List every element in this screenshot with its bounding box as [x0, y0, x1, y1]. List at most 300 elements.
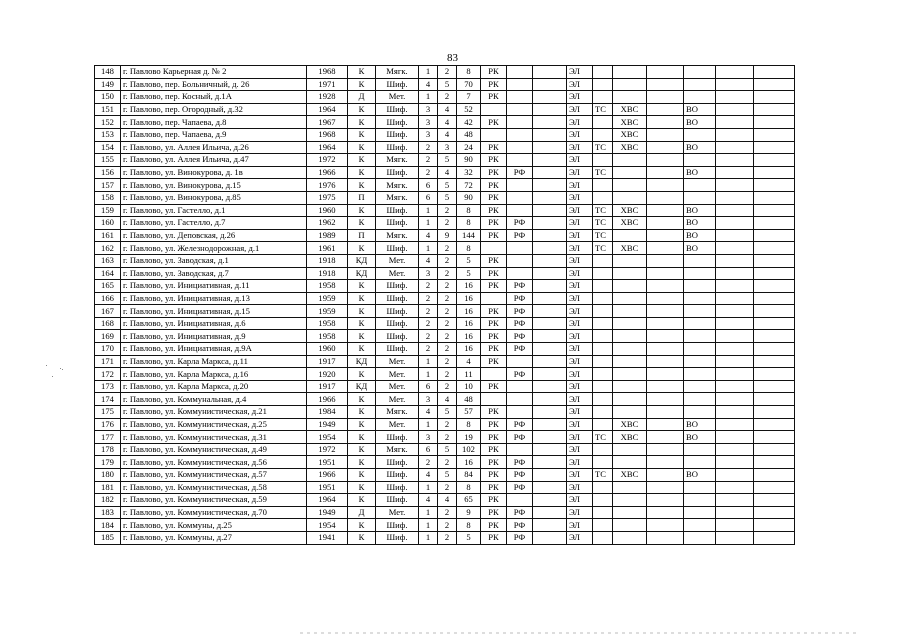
apartments-cell: 10 [457, 380, 481, 393]
utility-el-cell: ЭЛ [567, 418, 593, 431]
table-row [95, 393, 795, 406]
roof-type-cell: Мет. [376, 355, 419, 368]
utility-hvs-cell: ХВС [613, 103, 647, 116]
utility-rf-cell: РФ [507, 280, 533, 293]
apartments-cell: 72 [457, 179, 481, 192]
apartments-cell: 5 [457, 254, 481, 267]
apartments-cell: 16 [457, 292, 481, 305]
utility-rf-cell [507, 494, 533, 507]
utility-rk-cell: РК [481, 418, 507, 431]
utility-hvs-cell [613, 519, 647, 532]
utility-blank-2-cell [647, 229, 684, 242]
utility-blank-3-cell [716, 128, 754, 141]
utility-rk-cell: РК [481, 280, 507, 293]
wall-material-cell: К [348, 343, 376, 356]
utility-rf-cell [507, 380, 533, 393]
utility-blank-4-cell [754, 217, 795, 230]
utility-hvs-cell [613, 317, 647, 330]
utility-blank-1-cell [533, 103, 567, 116]
year-built-cell: 1949 [307, 506, 348, 519]
apartments-cell: 5 [457, 531, 481, 544]
utility-blank-2-cell [647, 317, 684, 330]
floors-cell: 6 [419, 179, 438, 192]
year-built-cell: 1928 [307, 91, 348, 104]
roof-type-cell: Шиф. [376, 481, 419, 494]
utility-ts-cell: ТС [593, 217, 613, 230]
utility-ts-cell [593, 481, 613, 494]
utility-ts-cell [593, 494, 613, 507]
table-row [95, 166, 795, 179]
floors-cell: 1 [419, 519, 438, 532]
utility-vo-cell: ВО [684, 103, 716, 116]
utility-hvs-cell [613, 393, 647, 406]
utility-blank-1-cell [533, 217, 567, 230]
wall-material-cell: К [348, 317, 376, 330]
utility-rf-cell: РФ [507, 229, 533, 242]
roof-type-cell: Шиф. [376, 280, 419, 293]
utility-blank-3-cell [716, 217, 754, 230]
year-built-cell: 1967 [307, 116, 348, 129]
utility-blank-4-cell [754, 531, 795, 544]
entrances-cell: 2 [438, 305, 457, 318]
table-row [95, 141, 795, 154]
utility-blank-2-cell [647, 355, 684, 368]
utility-ts-cell [593, 128, 613, 141]
utility-vo-cell [684, 380, 716, 393]
utility-blank-2-cell [647, 179, 684, 192]
utility-vo-cell: ВО [684, 469, 716, 482]
utility-blank-3-cell [716, 519, 754, 532]
utility-blank-1-cell [533, 191, 567, 204]
utility-ts-cell [593, 330, 613, 343]
row-number-cell: 158 [95, 191, 121, 204]
apartments-cell: 9 [457, 506, 481, 519]
entrances-cell: 2 [438, 66, 457, 79]
entrances-cell: 2 [438, 418, 457, 431]
utility-hvs-cell [613, 380, 647, 393]
utility-rk-cell: РК [481, 229, 507, 242]
utility-el-cell: ЭЛ [567, 494, 593, 507]
wall-material-cell: КД [348, 380, 376, 393]
utility-blank-1-cell [533, 519, 567, 532]
floors-cell: 1 [419, 418, 438, 431]
floors-cell: 1 [419, 217, 438, 230]
utility-ts-cell [593, 78, 613, 91]
utility-blank-1-cell [533, 368, 567, 381]
year-built-cell: 1958 [307, 280, 348, 293]
utility-blank-2-cell [647, 66, 684, 79]
utility-rf-cell: РФ [507, 519, 533, 532]
utility-rk-cell: РК [481, 116, 507, 129]
roof-type-cell: Шиф. [376, 330, 419, 343]
utility-rf-cell [507, 443, 533, 456]
utility-el-cell: ЭЛ [567, 368, 593, 381]
wall-material-cell: К [348, 519, 376, 532]
utility-blank-4-cell [754, 406, 795, 419]
utility-blank-4-cell [754, 481, 795, 494]
utility-blank-2-cell [647, 217, 684, 230]
roof-type-cell: Мягк. [376, 154, 419, 167]
utility-ts-cell [593, 393, 613, 406]
table-row [95, 154, 795, 167]
floors-cell: 4 [419, 494, 438, 507]
utility-vo-cell [684, 292, 716, 305]
utility-blank-3-cell [716, 317, 754, 330]
entrances-cell: 2 [438, 254, 457, 267]
utility-vo-cell [684, 66, 716, 79]
utility-el-cell: ЭЛ [567, 443, 593, 456]
utility-hvs-cell: ХВС [613, 418, 647, 431]
utility-blank-2-cell [647, 191, 684, 204]
utility-vo-cell [684, 443, 716, 456]
utility-blank-4-cell [754, 469, 795, 482]
roof-type-cell: Шиф. [376, 78, 419, 91]
utility-el-cell: ЭЛ [567, 179, 593, 192]
address-cell: г. Павлово, ул. Коммуны, д.25 [121, 519, 307, 532]
roof-type-cell: Шиф. [376, 494, 419, 507]
utility-hvs-cell [613, 406, 647, 419]
year-built-cell: 1917 [307, 355, 348, 368]
utility-hvs-cell: ХВС [613, 116, 647, 129]
utility-vo-cell [684, 481, 716, 494]
utility-hvs-cell [613, 66, 647, 79]
table-row [95, 280, 795, 293]
utility-rf-cell [507, 242, 533, 255]
year-built-cell: 1964 [307, 141, 348, 154]
utility-rf-cell [507, 91, 533, 104]
floors-cell: 3 [419, 267, 438, 280]
utility-rk-cell: РК [481, 267, 507, 280]
utility-ts-cell: ТС [593, 242, 613, 255]
utility-rk-cell: РК [481, 191, 507, 204]
utility-blank-4-cell [754, 254, 795, 267]
floors-cell: 2 [419, 343, 438, 356]
utility-vo-cell [684, 254, 716, 267]
year-built-cell: 1972 [307, 154, 348, 167]
address-cell: г. Павлово, пер. Больничный, д. 26 [121, 78, 307, 91]
entrances-cell: 2 [438, 355, 457, 368]
roof-type-cell: Мет. [376, 368, 419, 381]
roof-type-cell: Мет. [376, 380, 419, 393]
row-number-cell: 183 [95, 506, 121, 519]
entrances-cell: 5 [438, 469, 457, 482]
utility-ts-cell [593, 368, 613, 381]
address-cell: г. Павлово, пер. Косный, д.1А [121, 91, 307, 104]
utility-vo-cell: ВО [684, 217, 716, 230]
year-built-cell: 1959 [307, 292, 348, 305]
utility-el-cell: ЭЛ [567, 292, 593, 305]
year-built-cell: 1971 [307, 78, 348, 91]
utility-vo-cell [684, 406, 716, 419]
roof-type-cell: Мет. [376, 91, 419, 104]
utility-blank-2-cell [647, 418, 684, 431]
utility-rk-cell: РК [481, 456, 507, 469]
floors-cell: 2 [419, 166, 438, 179]
year-built-cell: 1984 [307, 406, 348, 419]
row-number-cell: 162 [95, 242, 121, 255]
table-row [95, 292, 795, 305]
roof-type-cell: Шиф. [376, 242, 419, 255]
wall-material-cell: К [348, 456, 376, 469]
utility-blank-1-cell [533, 78, 567, 91]
utility-blank-1-cell [533, 305, 567, 318]
address-cell: г. Павлово, ул. Карла Маркса, д.16 [121, 368, 307, 381]
utility-blank-4-cell [754, 368, 795, 381]
floors-cell: 4 [419, 78, 438, 91]
utility-el-cell: ЭЛ [567, 78, 593, 91]
utility-rf-cell: РФ [507, 292, 533, 305]
entrances-cell: 2 [438, 506, 457, 519]
utility-rk-cell: РК [481, 481, 507, 494]
floors-cell: 1 [419, 242, 438, 255]
utility-el-cell: ЭЛ [567, 393, 593, 406]
apartments-cell: 16 [457, 317, 481, 330]
utility-blank-2-cell [647, 166, 684, 179]
address-cell: г. Павлово, ул. Коммунистическая, д.31 [121, 431, 307, 444]
utility-el-cell: ЭЛ [567, 317, 593, 330]
utility-ts-cell: ТС [593, 431, 613, 444]
utility-blank-3-cell [716, 267, 754, 280]
roof-type-cell: Шиф. [376, 128, 419, 141]
utility-rk-cell: РК [481, 154, 507, 167]
utility-blank-2-cell [647, 519, 684, 532]
entrances-cell: 2 [438, 368, 457, 381]
floors-cell: 1 [419, 204, 438, 217]
utility-blank-4-cell [754, 128, 795, 141]
row-number-cell: 153 [95, 128, 121, 141]
apartments-cell: 8 [457, 481, 481, 494]
wall-material-cell: К [348, 66, 376, 79]
utility-vo-cell [684, 519, 716, 532]
row-number-cell: 160 [95, 217, 121, 230]
utility-ts-cell [593, 355, 613, 368]
year-built-cell: 1976 [307, 179, 348, 192]
utility-rf-cell: РФ [507, 343, 533, 356]
apartments-cell: 24 [457, 141, 481, 154]
utility-blank-2-cell [647, 443, 684, 456]
entrances-cell: 2 [438, 91, 457, 104]
utility-blank-1-cell [533, 166, 567, 179]
wall-material-cell: КД [348, 355, 376, 368]
table-row [95, 443, 795, 456]
year-built-cell: 1964 [307, 494, 348, 507]
floors-cell: 2 [419, 154, 438, 167]
address-cell: г. Павлово, ул. Заводская, д.1 [121, 254, 307, 267]
row-number-cell: 173 [95, 380, 121, 393]
utility-vo-cell [684, 368, 716, 381]
table-row [95, 431, 795, 444]
year-built-cell: 1966 [307, 469, 348, 482]
apartments-cell: 65 [457, 494, 481, 507]
row-number-cell: 184 [95, 519, 121, 532]
utility-hvs-cell [613, 343, 647, 356]
roof-type-cell: Шиф. [376, 116, 419, 129]
utility-blank-2-cell [647, 116, 684, 129]
utility-blank-1-cell [533, 506, 567, 519]
table-row [95, 418, 795, 431]
utility-rk-cell: РК [481, 141, 507, 154]
row-number-cell: 152 [95, 116, 121, 129]
utility-hvs-cell [613, 443, 647, 456]
address-cell: г. Павлово, ул. Аллея Ильича, д.47 [121, 154, 307, 167]
address-cell: г. Павлово, ул. Коммунистическая, д.56 [121, 456, 307, 469]
year-built-cell: 1968 [307, 128, 348, 141]
utility-rk-cell: РК [481, 254, 507, 267]
utility-rk-cell [481, 292, 507, 305]
utility-vo-cell [684, 343, 716, 356]
address-cell: г. Павлово, ул. Винокурова, д.15 [121, 179, 307, 192]
address-cell: г. Павлово, ул. Винокурова, д. 1в [121, 166, 307, 179]
table-row [95, 531, 795, 544]
utility-blank-1-cell [533, 418, 567, 431]
utility-ts-cell [593, 506, 613, 519]
utility-el-cell: ЭЛ [567, 154, 593, 167]
utility-blank-2-cell [647, 368, 684, 381]
utility-hvs-cell: ХВС [613, 469, 647, 482]
utility-rf-cell: РФ [507, 418, 533, 431]
utility-hvs-cell: ХВС [613, 141, 647, 154]
apartments-cell: 7 [457, 91, 481, 104]
utility-el-cell: ЭЛ [567, 469, 593, 482]
utility-blank-4-cell [754, 494, 795, 507]
apartments-cell: 8 [457, 204, 481, 217]
table-row [95, 519, 795, 532]
utility-blank-4-cell [754, 418, 795, 431]
utility-blank-3-cell [716, 103, 754, 116]
utility-rf-cell [507, 355, 533, 368]
utility-vo-cell [684, 179, 716, 192]
floors-cell: 2 [419, 280, 438, 293]
year-built-cell: 1954 [307, 431, 348, 444]
row-number-cell: 149 [95, 78, 121, 91]
year-built-cell: 1972 [307, 443, 348, 456]
floors-cell: 1 [419, 531, 438, 544]
address-cell: г. Павлово, ул. Железнодорожная, д.1 [121, 242, 307, 255]
address-cell: г. Павлово, ул. Заводская, д.7 [121, 267, 307, 280]
utility-rk-cell: РК [481, 166, 507, 179]
utility-hvs-cell [613, 254, 647, 267]
utility-el-cell: ЭЛ [567, 254, 593, 267]
utility-rf-cell: РФ [507, 431, 533, 444]
utility-rk-cell [481, 393, 507, 406]
utility-el-cell: ЭЛ [567, 91, 593, 104]
wall-material-cell: К [348, 103, 376, 116]
utility-blank-2-cell [647, 531, 684, 544]
utility-el-cell: ЭЛ [567, 103, 593, 116]
apartments-cell: 8 [457, 418, 481, 431]
table-row [95, 368, 795, 381]
utility-vo-cell [684, 456, 716, 469]
entrances-cell: 2 [438, 242, 457, 255]
utility-blank-2-cell [647, 393, 684, 406]
floors-cell: 1 [419, 481, 438, 494]
utility-vo-cell: ВО [684, 116, 716, 129]
entrances-cell: 4 [438, 393, 457, 406]
utility-blank-2-cell [647, 506, 684, 519]
year-built-cell: 1960 [307, 204, 348, 217]
utility-blank-4-cell [754, 78, 795, 91]
row-number-cell: 156 [95, 166, 121, 179]
utility-ts-cell [593, 116, 613, 129]
utility-blank-3-cell [716, 368, 754, 381]
utility-rf-cell [507, 78, 533, 91]
apartments-cell: 48 [457, 128, 481, 141]
floors-cell: 1 [419, 66, 438, 79]
wall-material-cell: Д [348, 91, 376, 104]
utility-ts-cell [593, 456, 613, 469]
utility-blank-4-cell [754, 191, 795, 204]
entrances-cell: 9 [438, 229, 457, 242]
utility-vo-cell [684, 506, 716, 519]
address-cell: г. Павлово, ул. Инициативная, д.13 [121, 292, 307, 305]
utility-rk-cell [481, 103, 507, 116]
utility-ts-cell [593, 292, 613, 305]
utility-el-cell: ЭЛ [567, 166, 593, 179]
entrances-cell: 2 [438, 431, 457, 444]
address-cell: г. Павлово, ул. Карла Маркса, д.20 [121, 380, 307, 393]
utility-rf-cell [507, 204, 533, 217]
utility-rk-cell [481, 242, 507, 255]
floors-cell: 2 [419, 141, 438, 154]
address-cell: г. Павлово, ул. Коммунистическая, д.49 [121, 443, 307, 456]
utility-rk-cell: РК [481, 305, 507, 318]
year-built-cell: 1920 [307, 368, 348, 381]
utility-hvs-cell: ХВС [613, 204, 647, 217]
utility-ts-cell: ТС [593, 229, 613, 242]
utility-rk-cell [481, 368, 507, 381]
utility-blank-3-cell [716, 141, 754, 154]
utility-blank-2-cell [647, 456, 684, 469]
utility-el-cell: ЭЛ [567, 267, 593, 280]
utility-vo-cell: ВО [684, 141, 716, 154]
apartments-cell: 4 [457, 355, 481, 368]
utility-hvs-cell [613, 179, 647, 192]
utility-blank-3-cell [716, 305, 754, 318]
utility-blank-4-cell [754, 242, 795, 255]
wall-material-cell: КД [348, 267, 376, 280]
utility-vo-cell [684, 494, 716, 507]
utility-el-cell: ЭЛ [567, 506, 593, 519]
utility-blank-2-cell [647, 280, 684, 293]
utility-blank-1-cell [533, 355, 567, 368]
year-built-cell: 1968 [307, 66, 348, 79]
utility-ts-cell [593, 519, 613, 532]
utility-rf-cell [507, 154, 533, 167]
wall-material-cell: П [348, 191, 376, 204]
utility-rf-cell: РФ [507, 368, 533, 381]
utility-blank-4-cell [754, 166, 795, 179]
utility-hvs-cell [613, 191, 647, 204]
row-number-cell: 167 [95, 305, 121, 318]
roof-type-cell: Шиф. [376, 141, 419, 154]
utility-blank-2-cell [647, 91, 684, 104]
utility-el-cell: ЭЛ [567, 191, 593, 204]
utility-blank-4-cell [754, 519, 795, 532]
year-built-cell: 1962 [307, 217, 348, 230]
apartments-cell: 102 [457, 443, 481, 456]
year-built-cell: 1964 [307, 103, 348, 116]
address-cell: г. Павлово, ул. Деповская, д.26 [121, 229, 307, 242]
floors-cell: 2 [419, 305, 438, 318]
apartments-cell: 16 [457, 280, 481, 293]
utility-rf-cell: РФ [507, 506, 533, 519]
roof-type-cell: Мет. [376, 267, 419, 280]
utility-rf-cell: РФ [507, 330, 533, 343]
utility-ts-cell: ТС [593, 469, 613, 482]
roof-type-cell: Шиф. [376, 531, 419, 544]
roof-type-cell: Мягк. [376, 229, 419, 242]
utility-blank-3-cell [716, 229, 754, 242]
